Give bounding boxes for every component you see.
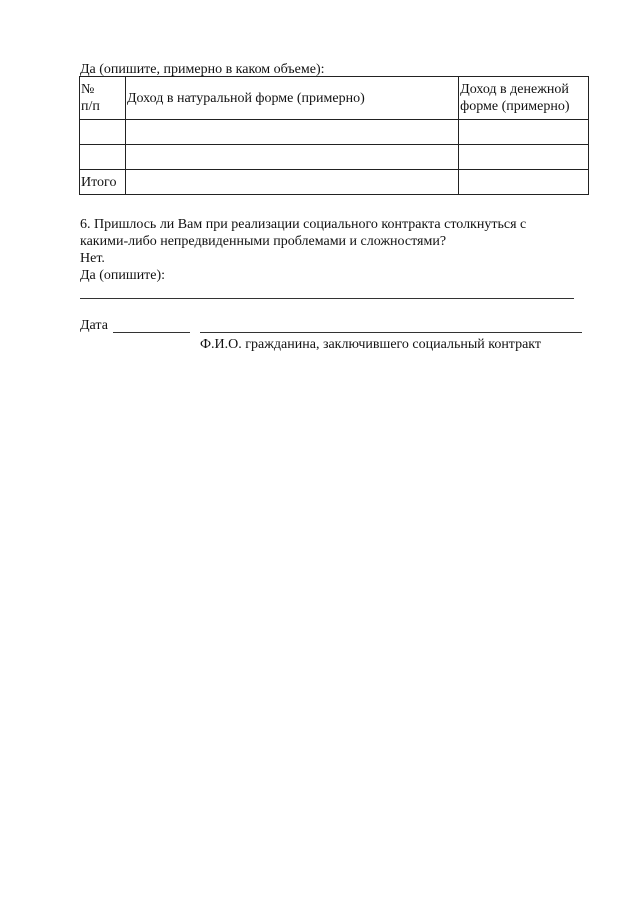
table-cell[interactable] <box>80 145 126 170</box>
answer-no: Нет. <box>80 251 105 266</box>
signature-fill-line[interactable] <box>200 332 582 333</box>
table-row <box>80 145 589 170</box>
date-label: Дата <box>80 318 108 333</box>
total-natural-cell[interactable] <box>125 170 458 195</box>
table-cell[interactable] <box>125 145 458 170</box>
table-cell[interactable] <box>80 120 126 145</box>
header-cash-income: Доход в денежной форме (примерно) <box>459 77 589 120</box>
table-row <box>80 120 589 145</box>
table-cell[interactable] <box>459 145 589 170</box>
header-number: № п/п <box>80 77 126 120</box>
question-6-text-line-2: какими-либо непредвиденными проблемами и сложностями? <box>80 234 447 249</box>
total-cash-cell[interactable] <box>459 170 589 195</box>
table-header-row <box>80 77 589 120</box>
table-total-row <box>80 170 589 195</box>
table-cell[interactable] <box>125 120 458 145</box>
income-intro-text: Да (опишите, примерно в каком объеме): <box>80 62 325 77</box>
header-natural-income: Доход в натуральной форме (примерно) <box>125 77 458 120</box>
signature-caption: Ф.И.О. гражданина, заключившего социальный контракт <box>200 337 542 352</box>
income-table <box>79 76 589 195</box>
question-6-text-line-1: 6. Пришлось ли Вам при реализации социального контракта столкнуться с <box>80 217 527 232</box>
table-cell[interactable] <box>459 120 589 145</box>
description-fill-line[interactable] <box>80 298 574 299</box>
date-fill-line[interactable] <box>113 332 190 333</box>
total-label: Итого <box>80 170 126 195</box>
question-6 <box>80 216 600 284</box>
answer-yes: Да (опишите): <box>80 268 166 283</box>
